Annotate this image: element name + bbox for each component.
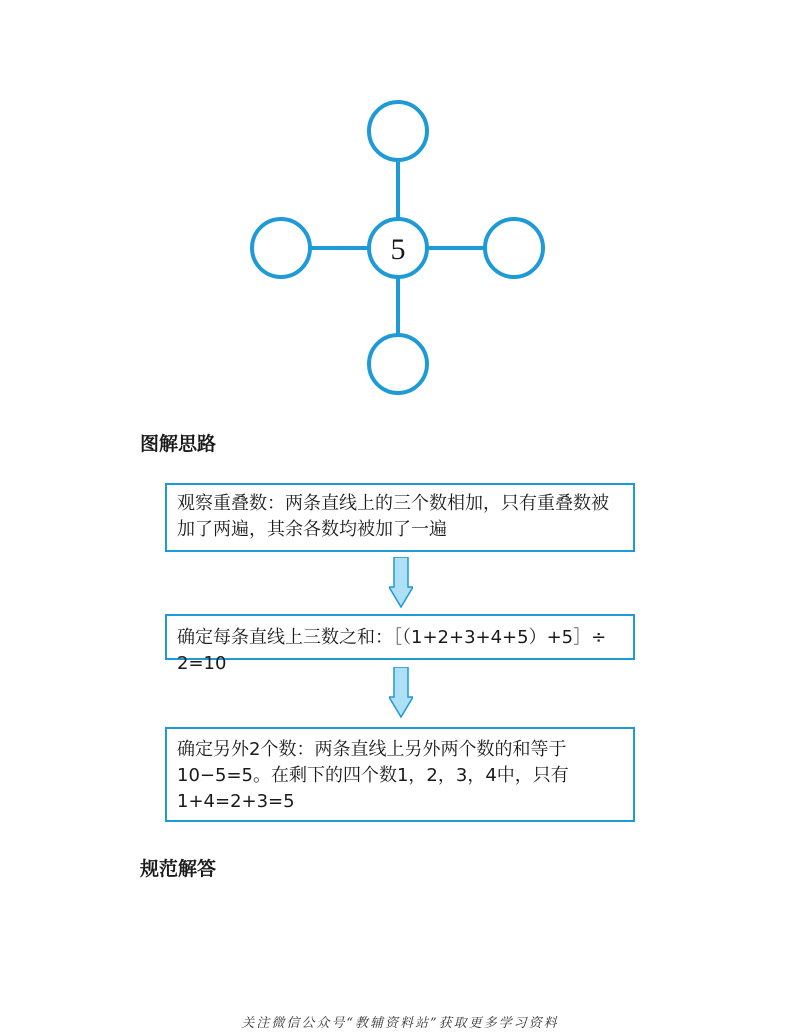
down-arrow-1 — [389, 557, 413, 609]
circle-right — [485, 219, 543, 277]
step-box-3 — [165, 727, 635, 822]
circle-bottom — [369, 335, 427, 393]
step-text-1: 观察重叠数：两条直线上的三个数相加，只有重叠数被加了两遍，其余各数均被加了一遍 — [177, 493, 609, 540]
circle-left — [252, 219, 310, 277]
circle-top — [369, 102, 427, 160]
down-arrow-2 — [389, 667, 413, 719]
step-box-1 — [165, 483, 635, 552]
answer-title: 规范解答 — [140, 858, 217, 880]
footer-note: 关注微信公众号“教辅资料站”获取更多学习资料 — [241, 1016, 559, 1031]
step-box-2 — [165, 614, 635, 674]
step-text-3: 确定另外2个数：两条直线上另外两个数的和等于10−5=5。在剩下的四个数1，2，3，4中，只有1+4=2+3=5 — [177, 739, 569, 812]
step-text-2: 确定每条直线上三数之和：［（1+2+3+4+5）+5］÷ 2=10 — [177, 627, 607, 674]
center-value: 5 — [390, 233, 406, 266]
analysis-title: 图解思路 — [140, 433, 217, 455]
cross-diagram — [0, 0, 800, 420]
